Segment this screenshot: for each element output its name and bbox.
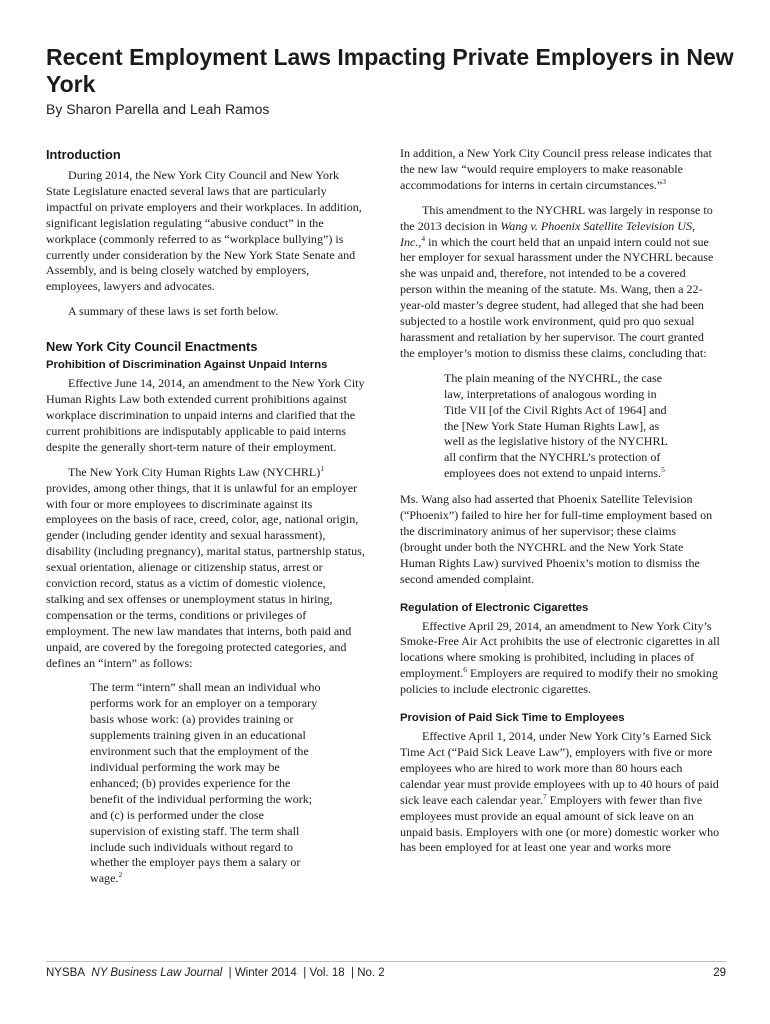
footnote-ref-6: 6: [463, 665, 467, 675]
intro-heading: Introduction: [46, 147, 121, 162]
interns-heading: Prohibition of Discrimination Against Unpaid Interns: [46, 359, 328, 372]
footnote-ref-1: 1: [320, 463, 325, 473]
footer-volume: Vol. 18: [309, 967, 345, 979]
press-release-text: In addition, a New York City Council press release indicates that the new law “would require employers to make reasonable accommodations for interns in certain circumstances.”: [400, 146, 712, 192]
footnote-ref-7: 7: [542, 791, 547, 801]
left-column: [46, 146, 366, 897]
footer-issue: Winter 2014: [234, 967, 297, 979]
case-name: Wang v. Phoenix Satellite Television US, Inc.: [400, 218, 695, 249]
press-release-paragraph: [400, 146, 720, 194]
footnote-ref-3: 3: [662, 176, 667, 186]
article-title: Recent Employment Laws Impacting Private Employers in New York: [46, 44, 734, 97]
court-quote-text: The plain meaning of the NYCHRL, the case law, interpretations of analogous wording in Title VII [of the Civil Rights Act of 1964] and the [New York State Human Rights Law], as well as the legislative history of the NYCHRL all confirm that the NYCHRL’s protection of employees does not extend to unpaid interns.: [444, 370, 668, 481]
sick-time-paragraph: [400, 729, 720, 856]
sick-time-text-b: Employers with fewer than five employees must provide an equal amount of sick leave on an unpaid basis. Employers with one (or more) domestic worker who has been employed for at least one year and works more: [400, 792, 720, 855]
footnote-ref-4: 4: [421, 233, 426, 243]
footer-sep-2: |: [300, 967, 310, 979]
footnote-ref-2: 2: [118, 870, 123, 880]
ecig-heading: Regulation of Electronic Cigarettes: [400, 601, 589, 614]
intern-definition-quote: [90, 680, 322, 887]
footer-org: NYSBA: [46, 967, 85, 979]
intro-paragraph-1: During 2014, the New York City Council and New York State Legislature enacted several laws that are particularly impactful on private employers and their workplaces. In addition, significant legislation regulating “abusive conduct” in the workplace (commonly referred to as “workplace bullying”) is currently under consideration by the New York State Senate and Assembly, and is being closely watched by employers, employees, lawyers and advocates.: [46, 168, 362, 294]
interns-paragraph-2: [46, 465, 366, 672]
right-column: [400, 146, 720, 865]
ecig-text-b: Employers are required to modify their no smoking policies to include electronic cigarettes.: [400, 666, 718, 697]
wang-case-paragraph: [400, 203, 720, 362]
ecig-text-a: Effective April 29, 2014, an amendment to New York City’s Smoke-Free Air Act prohibits the use of electronic cigarettes in all locations where smoking is prohibited, including in places of employment.: [400, 618, 720, 681]
byline: By Sharon Parella and Leah Ramos: [46, 101, 270, 117]
page-number: 29: [713, 967, 726, 979]
footer-sep-3: |: [347, 967, 358, 979]
intro-paragraph-2: A summary of these laws is set forth below.: [68, 304, 279, 319]
footer-divider: [46, 961, 726, 962]
footer-sep-1: |: [225, 967, 235, 979]
wang-case-comma: ,: [418, 234, 422, 249]
wang-case-text-b: in which the court held that an unpaid intern could not sue her employer for sexual harassment under the NYCHRL because she was unpaid and, therefore, not intended to be a covered person within the meaning of the statute. Ms. Wang, then a 22-year-old master’s degree student, had alleged that she had been subjected to a hostile work environment, quid pro quo sexual harassment and retaliation by her supervisor. The court granted the employer’s motion to dismiss these claims, concluding that:: [400, 234, 714, 360]
interns-paragraph-1: Effective June 14, 2014, an amendment to the New York City Human Rights Law both extended current prohibitions against workplace discrimination to unpaid interns and clarified that the current prohibitions are indisputably applicable to paid interns despite the generally short-term nature of their employment.: [46, 376, 365, 454]
sick-time-heading: Provision of Paid Sick Time to Employees: [400, 712, 625, 725]
page-footer: [46, 967, 726, 979]
sick-time-text-a: Effective April 1, 2014, under New York City’s Earned Sick Time Act (“Paid Sick Leave Law”), employers with five or more employees who are hired to work more than 80 hours each calendar year must provide employees with up to 40 hours of paid sick leave each calendar year.: [400, 729, 719, 807]
court-quote: [444, 371, 676, 482]
wang-case-text-a: This amendment to the NYCHRL was largely in response to the 2013 decision in: [400, 202, 713, 233]
interns-paragraph-2-text-a: The New York City Human Rights Law (NYCHRL): [68, 464, 321, 479]
wang-hiring-paragraph: Ms. Wang also had asserted that Phoenix Satellite Television (“Phoenix”) failed to hire her for full-time employment based on the discriminatory animus of her supervisor; these claims (brought under both the NYCHRL and the New York State Human Rights Law) survived Phoenix’s motion to dismiss the second amended complaint.: [400, 492, 713, 586]
footnote-ref-5: 5: [661, 465, 665, 475]
intern-definition-text: The term “intern” shall mean an individual who performs work for an employer on a temporary basis whose work: (a) provides training or supplements training given in an educational environment such that the employment of the individual performing the work may be enhanced; (b) provides experience for the benefit of the individual performing the work; and (c) is performed under the close supervision of existing staff. The term shall include such individuals without regard to whether the employer pays them a salary or wage.: [90, 680, 321, 886]
interns-paragraph-2-text-b: provides, among other things, that it is unlawful for an employer with four or more employees to discriminate against its employees on the basis of race, creed, color, age, national origin, gender (including gender identity and sexual harassment), disability (including pregnancy), marital status, partnership status, sexual orientation, alienage or citizenship status, arrest or conviction record, status as a victim of domestic violence, stalking and sex offenses or unemployment status in hiring, compensation or the terms, conditions or privileges of employment. The new law mandates that interns, both paid and unpaid, are covered by the foregoing protected categories, and defines an “intern” as follows:: [46, 480, 365, 670]
nyc-enactments-heading: New York City Council Enactments: [46, 339, 258, 355]
footer-journal: NY Business Law Journal: [91, 967, 223, 979]
footer-number: No. 2: [357, 967, 385, 979]
ecig-paragraph: [400, 619, 720, 699]
